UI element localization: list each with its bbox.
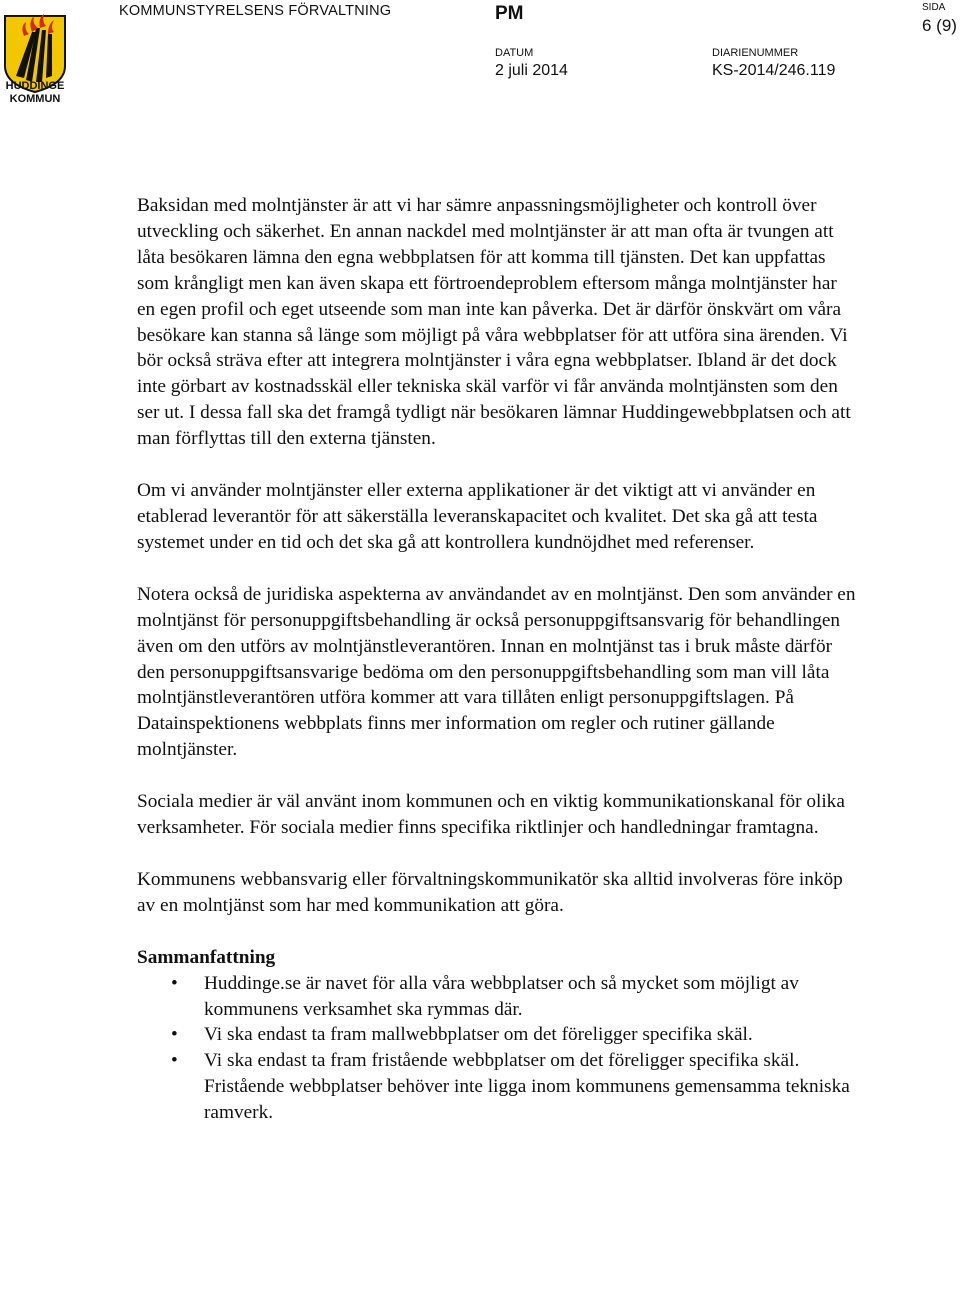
- date-value: 2 juli 2014: [495, 62, 568, 79]
- bullet-icon: •: [171, 1024, 178, 1046]
- logo-line-2: KOMMUN: [9, 93, 61, 105]
- summary-heading: Sammanfattning: [137, 946, 276, 968]
- list-item: [137, 971, 857, 1023]
- page-label: SIDA: [922, 2, 946, 13]
- document-type: PM: [495, 3, 524, 24]
- bullet-icon: •: [171, 972, 178, 994]
- logo-line-1: HUDDINGE: [5, 80, 65, 92]
- list-item-text: Huddinge.se är navet för alla våra webbplatser och så mycket som möjligt av kommunens verksamhet ska rymmas där.: [204, 972, 799, 1020]
- page-number: 6 (9): [922, 16, 957, 35]
- paragraph-cloud-drawbacks: Baksidan med molntjänster är att vi har sämre anpassningsmöjligheter och kontroll över utveckling och säkerhet. En annan nackdel med molntjänster är att man ofta är tvungen att låta besökaren lämna den egna webbplatsen för att komma till tjänsten. Det kan uppfattas som krångligt men kan även skapa ett förtroendeproblem eftersom många molntjänster har en egen profil och eget utseende som man inte kan påverka. Det är därför önskvärt om våra besökare kan stanna så länge som möjligt på våra webbplatser för att utföra sina ärenden. Vi bör också sträva efter att integrera molntjänster i våra egna webbplatser. Ibland är det dock inte görbart av kostnadsskäl eller tekniska skäl varför vi får använda molntjänsten som den ser ut. I dessa fall ska det framgå tydligt när besökaren lämnar Huddingewebbplatsen och att man förflyttas till den externa tjänsten.: [137, 195, 851, 450]
- list-item: [137, 1048, 857, 1126]
- list-item-text: Vi ska endast ta fram fristående webbplatser om det föreligger specifika skäl. Fristående webbplatser behöver inte ligga inom kommunens gemensamma tekniska ramverk.: [204, 1050, 850, 1124]
- organization-name: KOMMUNSTYRELSENS FÖRVALTNING: [119, 3, 392, 19]
- registration-number-value: KS-2014/246.119: [712, 62, 836, 79]
- paragraph-legal-aspects: Notera också de juridiska aspekterna av användandet av en molntjänst. Den som använder en molntjänst för personuppgiftsbehandling är också personuppgiftsansvarig för behandlingen även om den utförs av molntjänstleverantören. Innan en molntjänst tas i bruk måste därför den personuppgiftsansvarige bedöma om den personuppgiftsbehandling som man vill låta molntjänstleverantören utföra kommer att vara tillåten enligt personuppgiftslagen. På Datainspektionens webbplats finns mer information om regler och rutiner gällande molntjänster.: [137, 583, 856, 761]
- registration-number-label: DIARIENUMMER: [712, 47, 799, 59]
- document-body: [137, 193, 857, 1126]
- date-label: DATUM: [495, 47, 534, 59]
- paragraph-social-media: Sociala medier är väl använt inom kommunen och en viktig kommunikationskanal för olika verksamheter. För sociala medier finns specifika riktlinjer och handledningar framtagna.: [137, 791, 845, 839]
- paragraph-communication-contact: Kommunens webbansvarig eller förvaltningskommunikatör ska alltid involveras före inköp av en molntjänst som har med kommunikation att göra.: [137, 868, 843, 916]
- summary-list: [137, 971, 857, 1126]
- bullet-icon: •: [171, 1050, 178, 1072]
- list-item: [137, 1022, 857, 1048]
- paragraph-supplier-choice: Om vi använder molntjänster eller externa applikationer är det viktigt att vi använder en etablerad leverantör för att säkerställa leveranskapacitet och kvalitet. Det ska gå att testa systemet under en tid och det ska gå att kontrollera kundnöjdhet med referenser.: [137, 480, 818, 553]
- list-item-text: Vi ska endast ta fram mallwebbplatser om det föreligger specifika skäl.: [204, 1024, 753, 1046]
